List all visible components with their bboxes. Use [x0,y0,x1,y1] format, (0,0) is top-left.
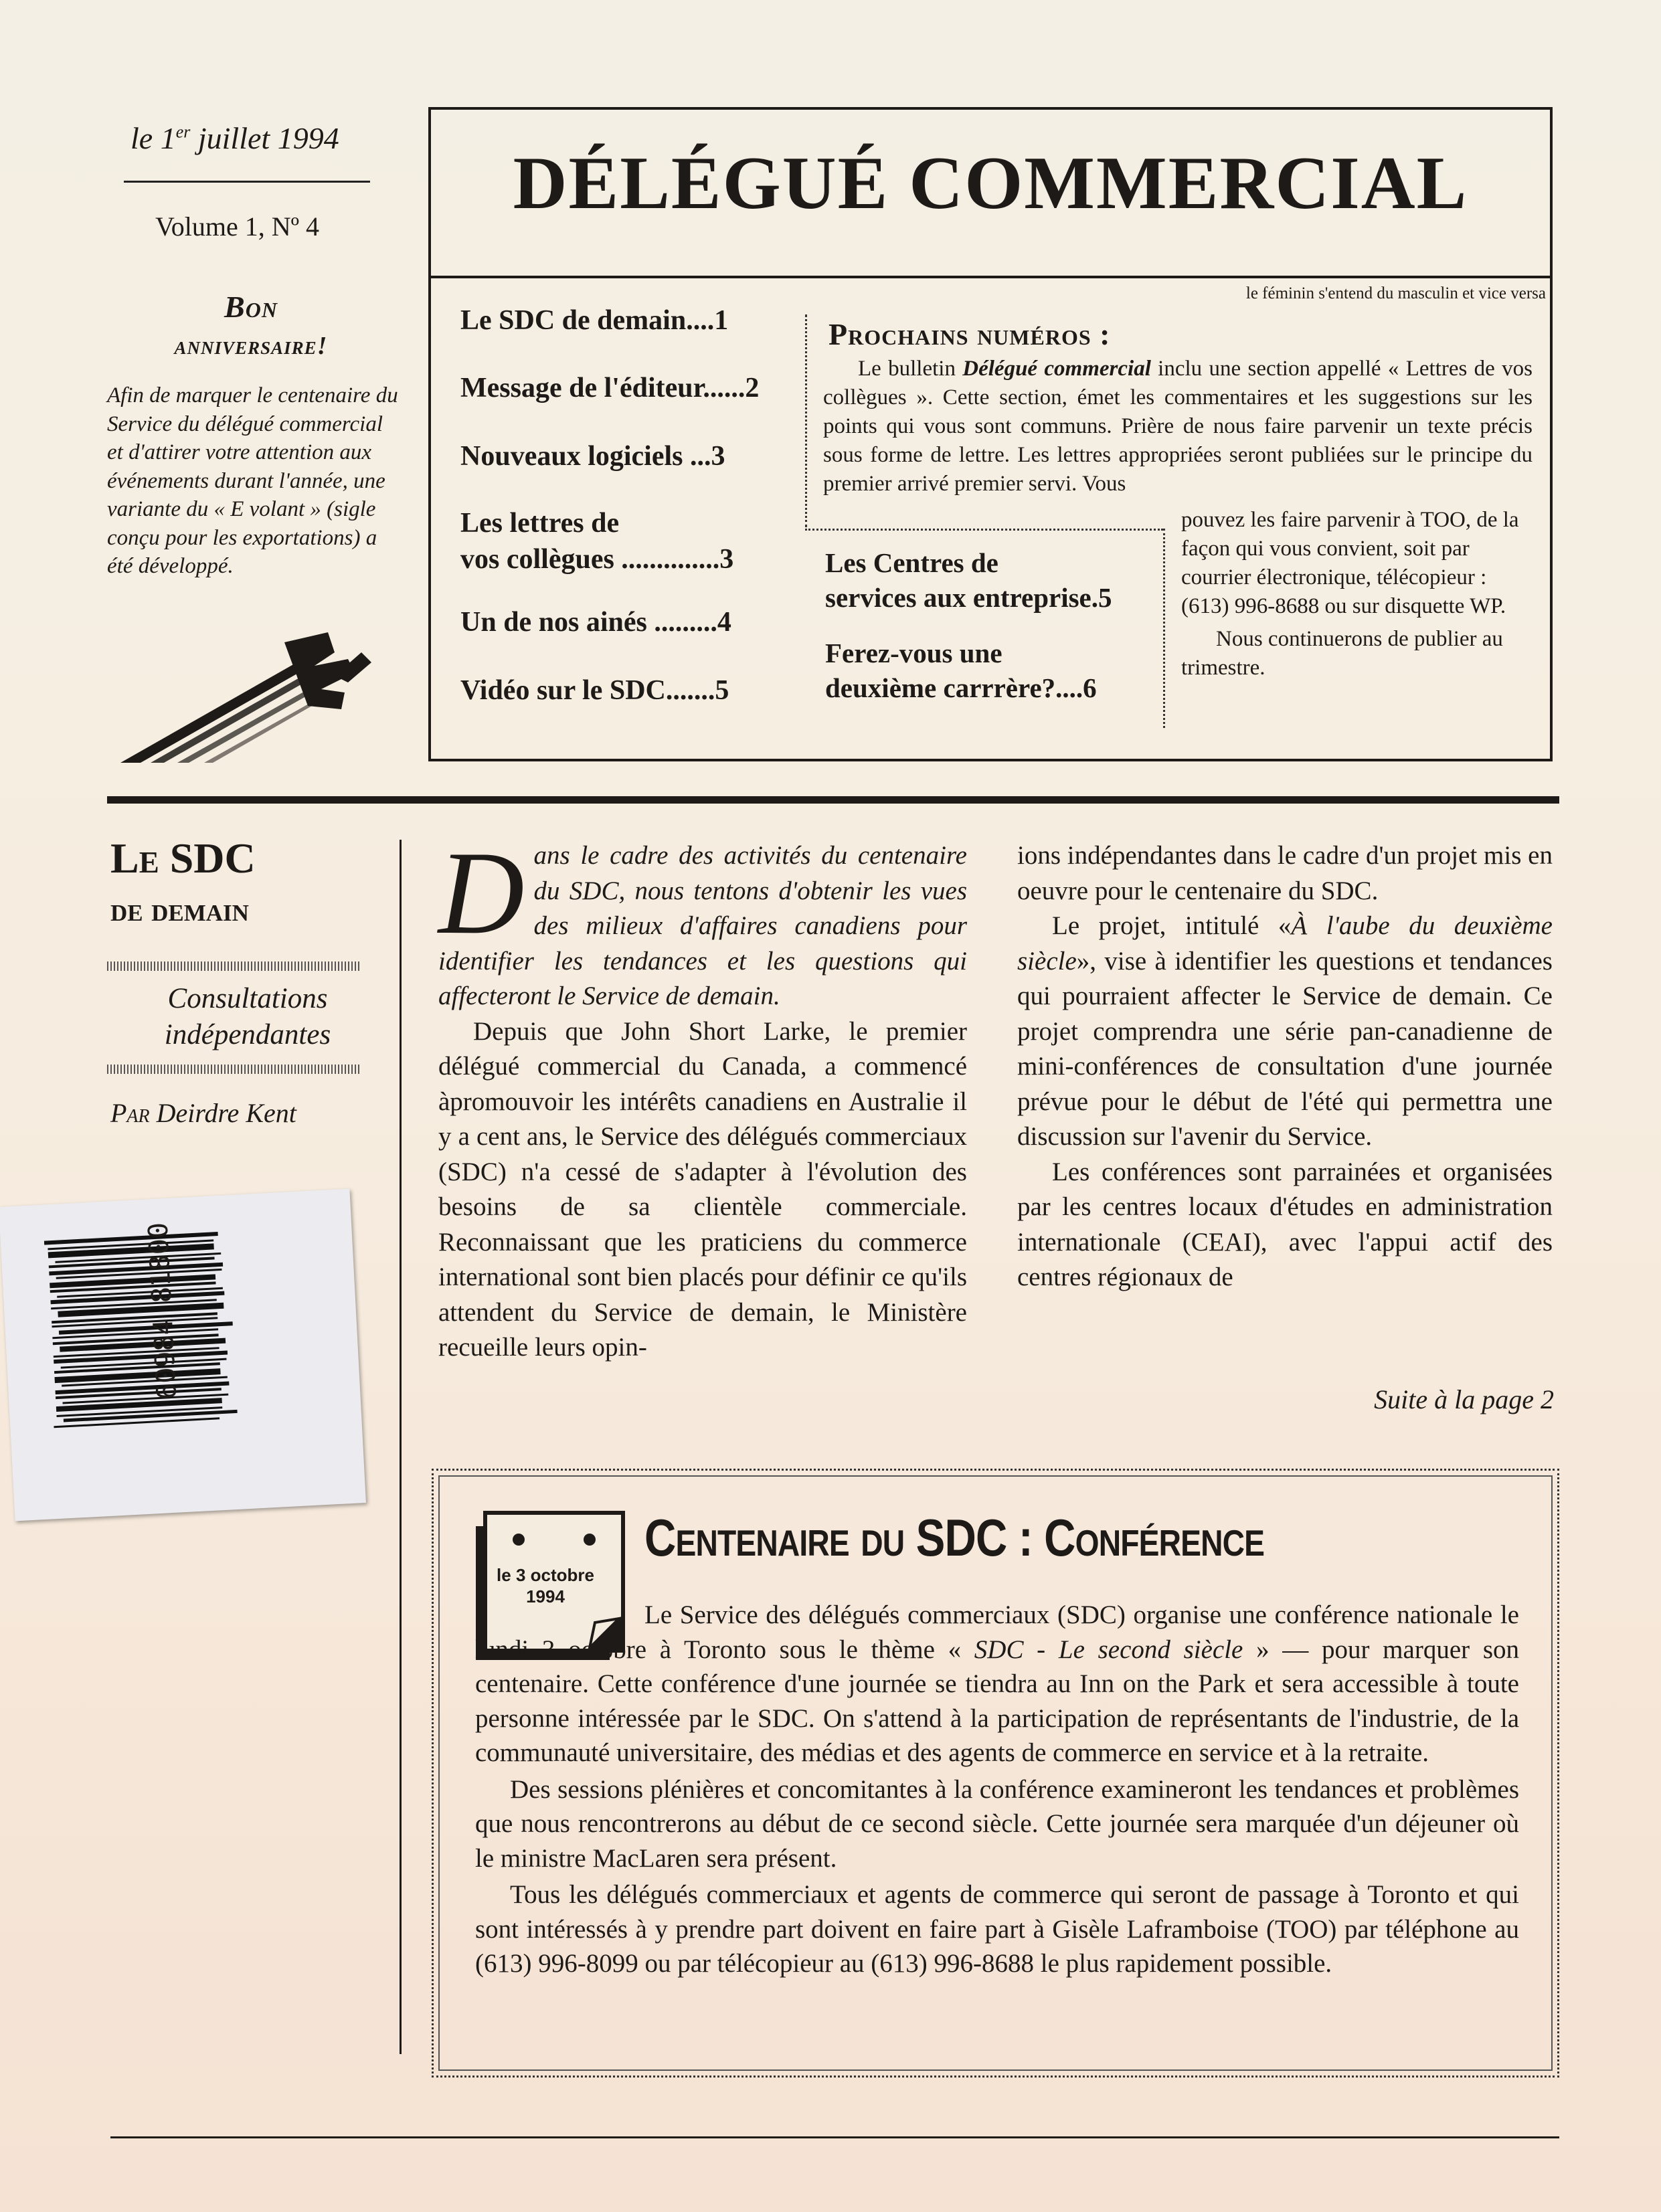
barcode-number [149,1336,353,1400]
toc-item-nouveaux-logiciels: Nouveaux logiciels ...3 [460,441,725,472]
article-column-1: Dans le cadre des activités du centenaire du SDC, nous tentons d'obtenir les vues des milieux d'affaires canadiens pour identifier les tendances et les questions qui affecteront le Service de demain. Depuis que John Short Larke, le premier délégué commercial du Canada, a commencé àpromouvoir les intérêts canadiens en Australie il y a cent ans, le Service des délégués commerciaux (SDC) n'a cessé de s'adapter à l'évolution des besoins de sa clientèle commerciale. Reconnaissant que les praticiens du commerce international sont bien placés pour définir ce qu'ils attendent du Service de demain, le Ministère recueille leurs opin- [438,826,967,1362]
footer-rule [110,2136,1559,2138]
prochains-heading: Prochains numéros : [828,317,1111,351]
feature-title: Le SDC de demain [110,834,256,928]
article-column-2: ions indépendantes dans le cadre d'un projet mis en oeuvre pour le centenaire du SDC. Le projet, intitulé «À l'aube du deuxième siècle», vise à identifier les questions et tendances qui pourraient affecter le Service de demain. Ce projet comprendra une série pan-canadienne de mini-conférences de consultation d'une journée prévue pour le début de l'été qui permettra une discussion sur l'avenir du Service. Les conférences sont parrainées et organisées par les centres locaux d'études en administration internationale (CEAI), avec l'appui actif des centres régionaux de [1017,841,1553,1291]
gender-note: le féminin s'entend du masculin et vice versa [1245,284,1546,302]
toc-item-video: Vidéo sur le SDC.......5 [460,675,729,706]
drop-cap: D [438,826,525,959]
feature-subtitle: Consultations indépendantes [164,983,331,1050]
prochains-text-continued: pouvez les faire parvenir à TOO, de la façon qui vous convient, soit par courrier électronique, télécopieur : (613) 996-8688 ou sur disquette WP. Nous continuerons de publier au trimestre. [1181,508,1519,680]
newsletter-title: DÉLÉGUÉ COMMERCIAL [513,142,1468,225]
prochains-text: Le bulletin Délégué commercial inclu une section appellé « Lettres de vos collègues ». Cette section, émet les commentaires et les suggestions sur les points qui vous sont communs. Prière de nous faire parvenir un texte précis sous forme de lettre. Les lettres appropriées seront publiées sur le principe du premier arrivé premier servi. Vous [823,357,1533,496]
toc-item-centres-services: Les Centres de services aux entreprise.5 [825,547,1112,613]
issue-date: le 1er juillet 1994 [130,121,339,155]
toc-item-deuxieme-carriere: Ferez-vous une deuxième carrrère?....6 [825,638,1097,703]
byline: Par Deirdre Kent [110,1098,296,1128]
calendar-date: le 3 octobre 1994 [497,1565,594,1606]
conference-text: Le Service des délégués commerciaux (SDC) organise une conférence nationale le lundi 3 octobre à Toronto sous le thème « SDC - Le second siècle » — pour marquer son centenaire. Cette conférence d'une journée se tiendra au Inn on the Park et sera accessible à toute personne intéressée par le SDC. On s'attend à la participation de représentants de l'industrie, de la communauté universitaire, des médias et des agents de commerce en service et à la retraite. Des sessions plénières et concomitantes à la conférence examineront les tendances et problèmes que nous rencontrerons au début de ce second siècle. Cette journée sera marquée d'un déjeuner où le ministre MacLaren sera présent. Tous les délégués commerciaux et agents de commerce qui seront de passage à Toronto et qui sont intéressés à y prendre part doivent en faire part à Gisèle Laframboise (TOO) par téléphone au (613) 996-8099 ou par télécopieur au (613) 996-8688 le plus rapidement possible. [475,1600,1519,1978]
date-rule [124,181,370,183]
hatched-rule [107,1065,360,1074]
flying-e-logo-icon [114,626,395,766]
toc-item-message-editeur: Message de l'éditeur......2 [460,373,760,403]
hatched-rule [107,961,360,971]
anniversary-text: Afin de marquer le centenaire du Service du délégué commercial et d'attirer votre attention aux événements durant l'année, une variante du « E volant » (sigle conçu pour les exportations) a été développé. [107,383,398,578]
dotted-divider [805,529,1163,531]
anniversary-heading: Bon anniversaire! [174,290,328,360]
dotted-divider [805,314,807,527]
toc-item-lettres: Les lettres de vos collègues ..............3 [460,508,734,575]
continued-note: Suite à la page 2 [1374,1384,1554,1414]
column-rule [400,840,402,2054]
toc-item-sdc-demain: Le SDC de demain....1 [460,305,729,336]
conference-title: Centenaire du SDC : Conférence [644,1508,1265,1567]
dotted-divider [1163,529,1165,728]
section-rule [107,796,1559,804]
toc-item-aines: Un de nos ainés .........4 [460,607,731,638]
volume-number: Volume 1, Nº 4 [155,211,319,242]
